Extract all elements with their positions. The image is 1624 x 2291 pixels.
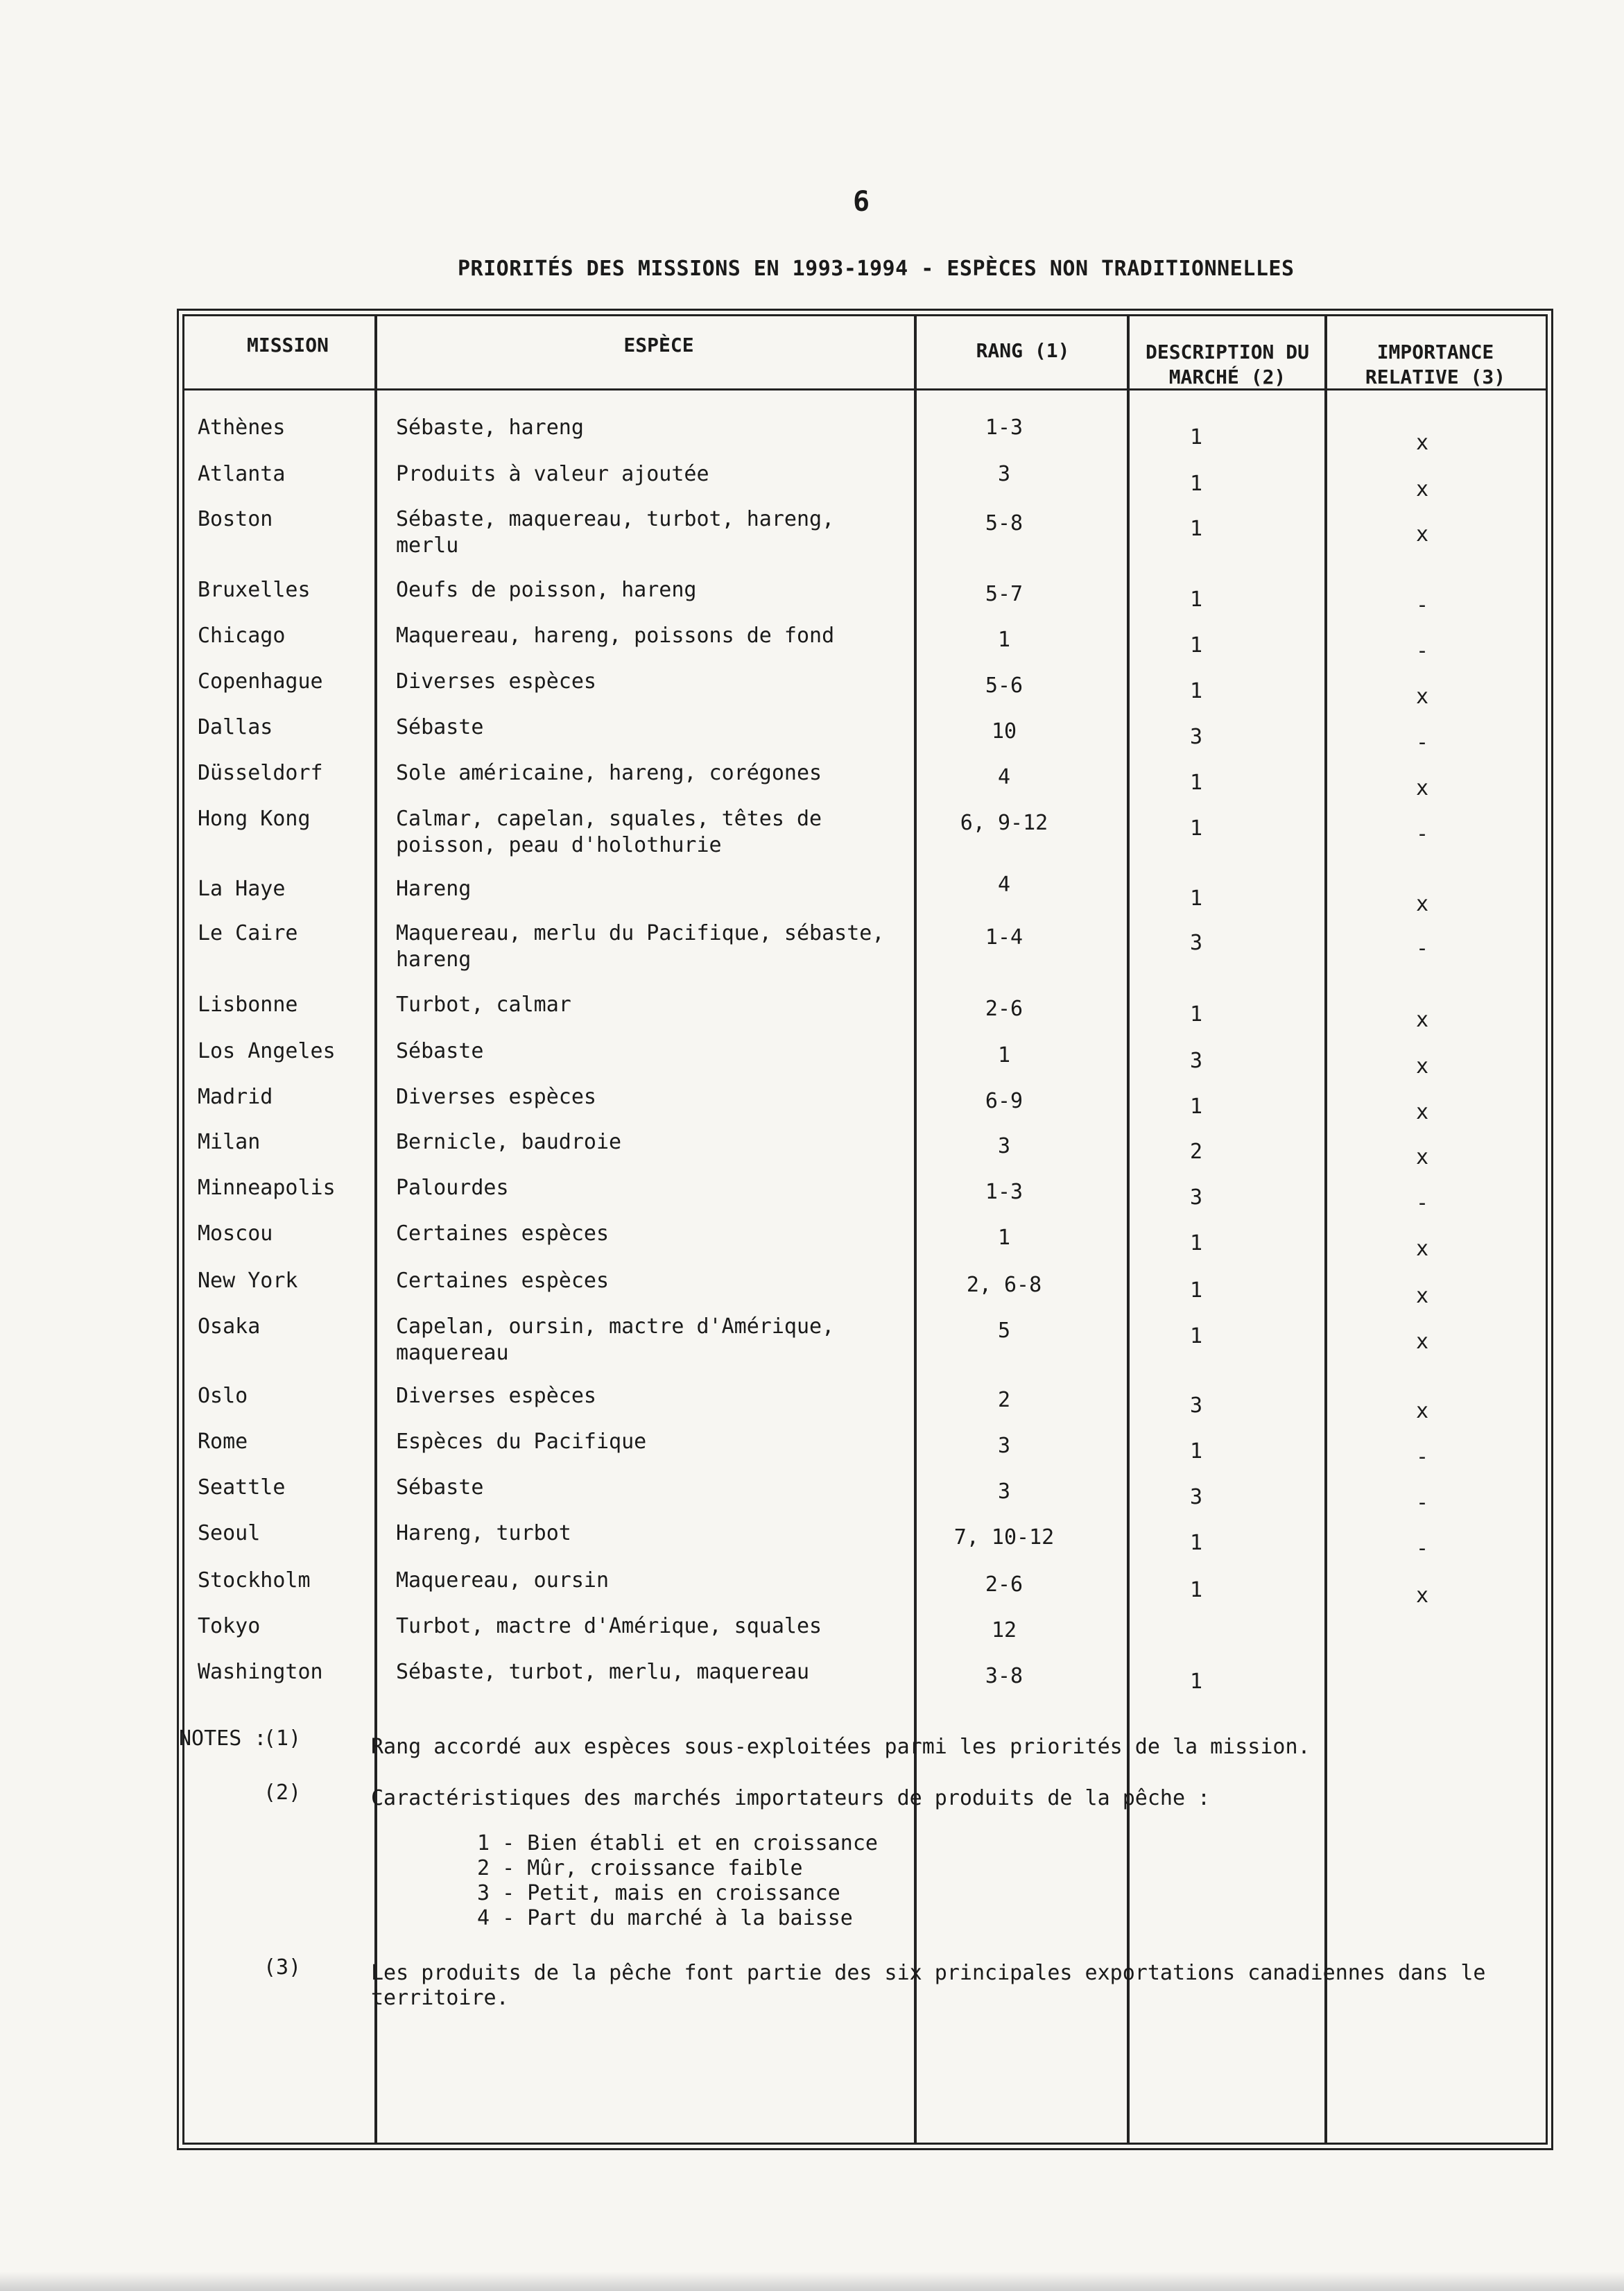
header-importance: IMPORTANCE RELATIVE (3) [1365, 341, 1506, 388]
list-item: 3 - Petit, mais en croissance [477, 1881, 840, 1905]
header-mission: MISSION [246, 334, 329, 357]
list-item: 4 - Part du marché à la baisse [477, 1906, 853, 1930]
page-title: PRIORITÉS DES MISSIONS EN 1993-1994 - ESPÈCES NON TRADITIONNELLES [458, 257, 1295, 281]
note-1-text: Rang accordé aux espèces sous-exploitées parmi les priorités de la mission. [371, 1735, 1311, 1759]
header-description: DESCRIPTION DU MARCHÉ (2) [1145, 341, 1309, 388]
note-2-text: Caractéristiques des marchés importateurs de produits de la pêche : [371, 1786, 1211, 1810]
list-item: 2 - Mûr, croissance faible [477, 1856, 803, 1880]
column-divider [1324, 314, 1327, 2145]
list-item: 1 - Bien établi et en croissance [477, 1831, 878, 1855]
header-rang: RANG (1) [976, 339, 1070, 362]
scan-edge [0, 2272, 1624, 2291]
note-3-text-line-2: territoire. [371, 1986, 509, 2010]
note-3-text-line-1: Les produits de la pêche font partie des six principales exportations canadiennes dans le [371, 1961, 1486, 1985]
header-espece: ESPÈCE [623, 334, 694, 357]
note-2-label: (2) [264, 1781, 302, 1805]
market-scale-list [477, 1831, 878, 1931]
note-3-label: (3) [264, 1955, 302, 1980]
page-number: 6 [853, 186, 870, 218]
notes-label: NOTES : [179, 1726, 267, 1751]
note-1-label: (1) [264, 1726, 302, 1751]
